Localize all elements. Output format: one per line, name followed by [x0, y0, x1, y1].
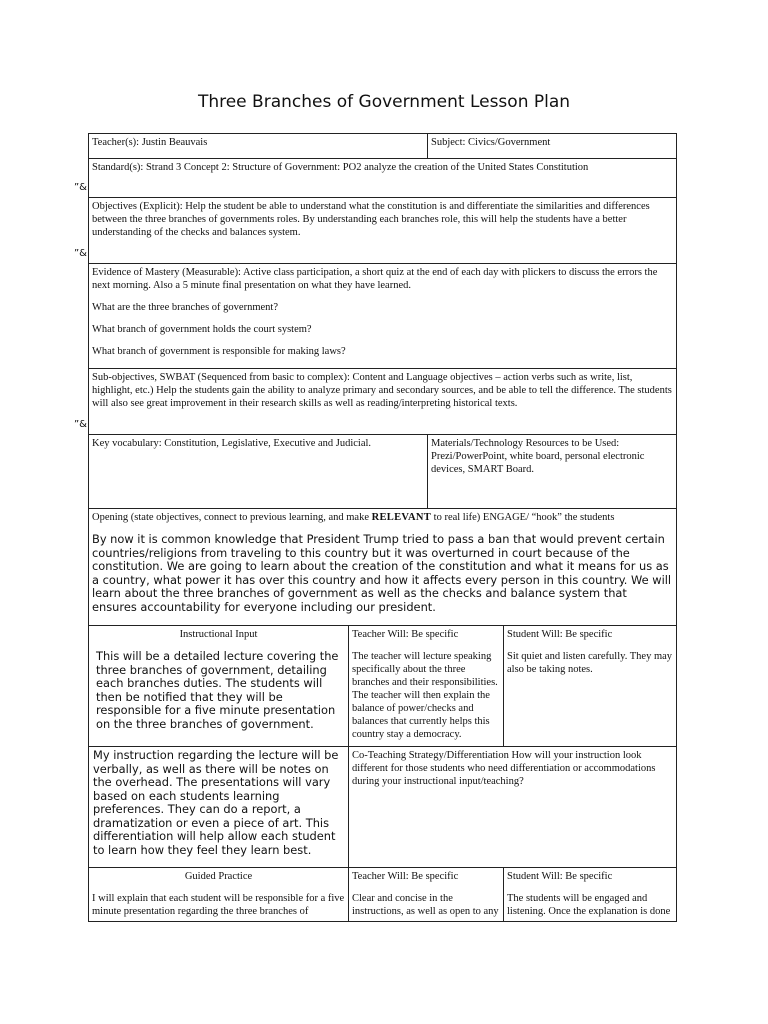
student-will-heading: Student Will: Be specific — [507, 629, 613, 640]
margin-mark: ”& — [74, 419, 87, 430]
guided-teacher-body: Clear and concise in the instructions, as well as open to any — [352, 893, 499, 917]
teacher-will-heading: Teacher Will: Be specific — [352, 629, 459, 640]
subobjectives-cell — [88, 368, 677, 435]
evidence-cell — [88, 263, 677, 369]
student-will-body: Sit quiet and listen carefully. They may also be taking notes. — [507, 651, 673, 675]
subject-cell — [427, 133, 677, 159]
page-title: Three Branches of Government Lesson Plan — [197, 92, 571, 112]
vocabulary-text: Key vocabulary: Constitution, Legislative, Executive and Judicial. — [92, 438, 372, 449]
subject-text: Subject: Civics/Government — [431, 137, 551, 148]
guided-student-cell — [503, 867, 677, 922]
question-3: What branch of government is responsible for making laws? — [92, 346, 346, 357]
opening-label: Opening (state objectives, connect to previous learning, and make RELEVANT to real life) ENGAGE/ “hook” the students — [92, 512, 615, 523]
guided-student-body: The students will be engaged and listening. Once the explanation is done — [507, 893, 671, 917]
differentiation-cell — [88, 746, 349, 868]
guided-teacher-cell — [348, 867, 504, 922]
guided-practice-body: I will explain that each student will be responsible for a five minute presentation regarding the three branches of — [92, 893, 345, 917]
materials-cell — [427, 434, 677, 509]
teacher-will-body: The teacher will lecture speaking specifically about the three branches and their responsibilities. The teacher will then explain the balance of power/checks and balances that currently helps this country stay a democracy. — [352, 651, 498, 740]
standards-cell — [88, 158, 677, 198]
margin-mark: ”& — [74, 182, 87, 193]
co-teaching-text: Co-Teaching Strategy/Differentiation How will your instruction look different for those students who need differentiation or accommodations during your instructional input/teaching? — [352, 750, 656, 787]
relevant-emphasis: RELEVANT — [371, 512, 432, 523]
differentiation-body: My instruction regarding the lecture will be verbally, as well as there will be notes on the overhead. The presentations will vary based on each students learning preferences. They can do a report, a dramatization or even a piece of art. This differentiation will help allow each student to learn how they feel they learn best. — [93, 748, 339, 857]
guided-practice-heading: Guided Practice — [184, 871, 253, 882]
instructional-input-heading: Instructional Input — [179, 629, 258, 640]
guided-student-heading: Student Will: Be specific — [507, 871, 613, 882]
instructional-input-body: This will be a detailed lecture covering the three branches of government, detailing each branches duties. The students will then be notified that they will be responsible for a five minute presentation on the three branches of government. — [96, 649, 339, 731]
question-1: What are the three branches of government? — [92, 302, 278, 313]
standards-text: Standard(s): Strand 3 Concept 2: Structure of Government: PO2 analyze the creation of the United States Constitution — [92, 162, 589, 173]
materials-text: Materials/Technology Resources to be Used: Prezi/PowerPoint, white board, personal electronic devices, SMART Board. — [431, 438, 645, 475]
co-teaching-cell — [348, 746, 677, 868]
objectives-text: Objectives (Explicit): Help the student be able to understand what the constitution is and differentiate the similarities and differences between the three branches of governments roles. By understanding each branches role, this will help the students have a better understanding of the checks and balances system. — [92, 201, 650, 238]
opening-cell — [88, 508, 677, 626]
margin-mark: ”& — [74, 248, 87, 259]
teacher-will-cell — [348, 625, 504, 747]
guided-practice-cell — [88, 867, 349, 922]
student-will-cell — [503, 625, 677, 747]
instructional-input-cell — [88, 625, 349, 747]
guided-teacher-heading: Teacher Will: Be specific — [352, 871, 459, 882]
objectives-cell — [88, 197, 677, 264]
subobjectives-text: Sub-objectives, SWBAT (Sequenced from basic to complex): Content and Language objectives – action verbs such as write, list, highlight, etc.) Help the students gain the ability to analyze primary and secondary sources, and be able to tell the difference. The students will also see great improvement in their research skills as well as reading/interpreting historical texts. — [92, 372, 672, 409]
teachers-text: Teacher(s): Justin Beauvais — [92, 137, 208, 148]
opening-body: By now it is common knowledge that President Trump tried to pass a ban that would prevent certain countries/religions from traveling to this country but it was overturned in court because of the constitution. We are going to learn about the creation of the constitution and what it means for us as a country, what power it has over this country and how it affects every person in this country. We will learn about the three branches of government as well as the checks and balance system that ensures accountability for everyone including our president. — [92, 532, 672, 614]
question-2: What branch of government holds the court system? — [92, 324, 312, 335]
evidence-text: Evidence of Mastery (Measurable): Active class participation, a short quiz at the end of each day with plickers to discuss the errors the next morning. Also a 5 minute final presentation on what they have learned. — [92, 267, 658, 291]
vocabulary-cell — [88, 434, 428, 509]
teachers-cell — [88, 133, 428, 159]
